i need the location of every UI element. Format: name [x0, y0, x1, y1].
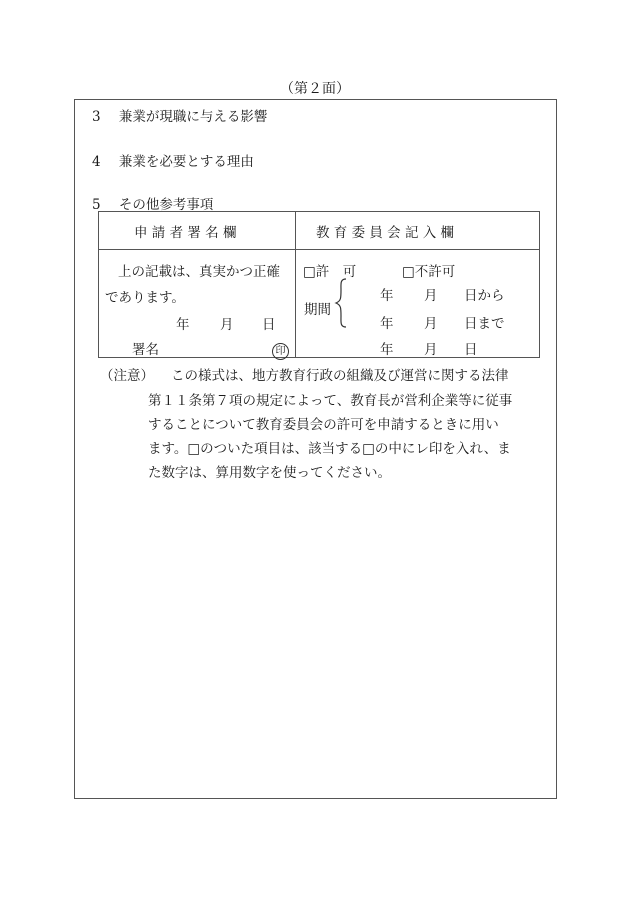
curly-brace-icon: [334, 278, 350, 328]
date-month: 月: [220, 317, 234, 333]
item-text: 兼業を必要とする理由: [118, 154, 254, 170]
period-label: 期間: [304, 302, 331, 318]
board-entry-header: 教 育 委 員 会 記 入 欄: [316, 225, 455, 241]
period-from-day: 日から: [464, 288, 505, 304]
period-from-year: 年: [380, 288, 394, 304]
page-number-label: （第２面）: [280, 81, 350, 97]
period-to-year: 年: [380, 316, 394, 332]
note-line-5: た数字は、算用数字を使ってください。: [148, 465, 391, 481]
note-line-2: 第１１条第７項の規定によって、教育長が営利企業等に従事: [148, 393, 513, 409]
item-text: その他参考事項: [118, 197, 214, 213]
statement-line-2: であります。: [105, 290, 185, 306]
permit-checkbox-label: □許 可: [303, 264, 357, 280]
decision-year: 年: [380, 342, 394, 358]
note-line-3: することについて教育委員会の許可を申請するときに用い: [148, 417, 499, 433]
decision-day: 日: [464, 342, 478, 358]
item-4: [92, 150, 254, 170]
item-number: 3: [92, 109, 101, 125]
item-3: [92, 105, 267, 125]
table-divider-vertical: [295, 212, 296, 357]
decision-month: 月: [424, 342, 438, 358]
statement-line-1: 上の記載は、真実かつ正確: [118, 264, 280, 280]
period-from-month: 月: [424, 288, 438, 304]
item-number: 5: [92, 197, 101, 213]
period-to-day: 日まで: [464, 316, 505, 332]
period-to-month: 月: [424, 316, 438, 332]
item-text: 兼業が現職に与える影響: [118, 109, 268, 125]
signature-label: 署名: [132, 342, 159, 358]
note-line-1: この様式は、地方教育行政の組織及び運営に関する法律: [171, 368, 509, 384]
seal-mark: [272, 339, 289, 360]
not-permit-checkbox-label: □不許可: [402, 264, 456, 280]
table-divider-horizontal: [99, 249, 539, 250]
item-5: [92, 193, 213, 213]
note-line-4: ます。□のついた項目は、該当する□の中にレ印を入れ、ま: [148, 441, 511, 457]
item-number: 4: [92, 154, 101, 170]
seal-icon: 印: [272, 343, 289, 360]
date-year: 年: [176, 317, 190, 333]
date-day: 日: [262, 317, 276, 333]
note-label: （注意）: [100, 368, 154, 384]
applicant-signature-header: 申 請 者 署 名 欄: [134, 225, 237, 241]
